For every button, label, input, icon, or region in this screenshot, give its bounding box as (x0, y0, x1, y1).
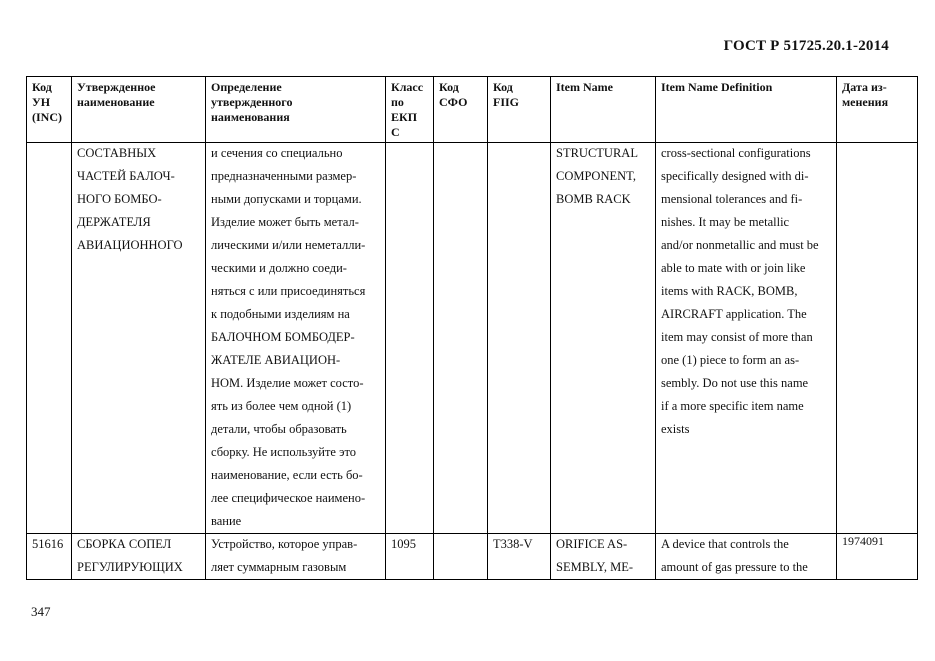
header-ekps-class (386, 77, 434, 143)
text-line: С (391, 125, 400, 139)
cell-item-name-definition (656, 143, 837, 534)
text-line: amount of gas pressure to the (661, 560, 808, 574)
cell-fiig-code (488, 143, 551, 534)
table-row (27, 143, 918, 534)
table-header-row (27, 77, 918, 143)
text-line: Item Name Definition (661, 80, 773, 94)
text-line: СБОРКА СОПЕЛ (77, 537, 172, 551)
text-line: менения (842, 95, 889, 109)
text-line: A device that controls the (661, 537, 789, 551)
header-sfo-code (434, 77, 488, 143)
header-item-name (551, 77, 656, 143)
text-line: one (1) piece to form an as- (661, 353, 800, 367)
text-line: ЕКП (391, 110, 418, 124)
text-line: Дата из- (842, 80, 887, 94)
text-line: АВИАЦИОННОГО (77, 238, 183, 252)
text-line: specifically designed with di- (661, 169, 809, 183)
text-line: ORIFICE AS- (556, 537, 628, 551)
text-line: ческими и должно соеди- (211, 261, 347, 275)
text-line: item may consist of more than (661, 330, 813, 344)
text-line: sembly. Do not use this name (661, 376, 809, 390)
text-line: няться с или присоединяться (211, 284, 366, 298)
text-line: ными допусками и торцами. (211, 192, 362, 206)
header-approved-name (72, 77, 206, 143)
text-line: SEMBLY, ME- (556, 560, 634, 574)
text-line: Код (493, 80, 513, 94)
header-definition (206, 77, 386, 143)
document-standard-number: ГОСТ Р 51725.20.1-2014 (723, 38, 889, 54)
text-line: лическими и/или неметалли- (211, 238, 366, 252)
text-line: Класс (391, 80, 424, 94)
header-change-date (837, 77, 918, 143)
cell-definition (206, 143, 386, 534)
text-line: mensional tolerances and fi- (661, 192, 803, 206)
text-line: СОСТАВНЫХ (77, 146, 157, 160)
text-line: AIRCRAFT application. The (661, 307, 807, 321)
text-line: ляет суммарным газовым (211, 560, 347, 574)
text-line: лее специфическое наимено- (211, 491, 366, 505)
text-line: COMPONENT, (556, 169, 636, 183)
text-line: НОМ. Изделие может состо- (211, 376, 364, 390)
cell-ekps-class (386, 143, 434, 534)
text-line: наименования (211, 110, 290, 124)
cell-item-name-definition (656, 534, 837, 580)
text-line: Код (32, 80, 52, 94)
text-line: и сечения со специально (211, 146, 343, 160)
text-line: по (391, 95, 404, 109)
text-line: НОГО БОМБО- (77, 192, 162, 206)
text-line: ять из более чем одной (1) (211, 399, 352, 413)
text-line: утвержденного (211, 95, 293, 109)
cell-item-name (551, 143, 656, 534)
header-code-un (27, 77, 72, 143)
text-line: (INC) (32, 110, 62, 124)
text-line: ЖАТЕЛЕ АВИАЦИОН- (211, 353, 341, 367)
text-line: nishes. It may be metallic (661, 215, 790, 229)
cell-change-date (837, 143, 918, 534)
text-line: cross-sectional configurations (661, 146, 811, 160)
text-line: exists (661, 422, 690, 436)
page-number: 347 (31, 604, 51, 619)
cell-ekps-class: 1095 (386, 534, 434, 580)
text-line: Определение (211, 80, 282, 94)
text-line: сборку. Не используйте это (211, 445, 357, 459)
text-line: Утвержденное (77, 80, 156, 94)
text-line: able to mate with or join like (661, 261, 806, 275)
text-line: РЕГУЛИРУЮЩИХ (77, 560, 183, 574)
text-line: к подобными изделиям на (211, 307, 350, 321)
cell-approved-name (72, 534, 206, 580)
text-line: Код (439, 80, 459, 94)
text-line: if a more specific item name (661, 399, 804, 413)
text-line: ЧАСТЕЙ БАЛОЧ- (77, 169, 175, 183)
cell-definition (206, 534, 386, 580)
text-line: наименование, если есть бо- (211, 468, 363, 482)
text-line: FIIG (493, 95, 520, 109)
header-fiig-code (488, 77, 551, 143)
text-line: БАЛОЧНОМ БОМБОДЕР- (211, 330, 355, 344)
text-line: items with RACK, BOMB, (661, 284, 798, 298)
cell-fiig-code: T338-V (488, 534, 551, 580)
text-line: вание (211, 514, 242, 528)
text-line: наименование (77, 95, 155, 109)
cell-change-date: 1974091 (837, 534, 918, 580)
table-row (27, 534, 918, 580)
text-line: and/or nonmetallic and must be (661, 238, 819, 252)
text-line: Изделие может быть метал- (211, 215, 359, 229)
cell-sfo-code (434, 143, 488, 534)
text-line: STRUCTURAL (556, 146, 638, 160)
text-line: УН (32, 95, 51, 109)
cell-sfo-code (434, 534, 488, 580)
text-line: Item Name (556, 80, 613, 94)
cell-code: 51616 (27, 534, 72, 580)
text-line: Устройство, которое управ- (211, 537, 358, 551)
cell-approved-name (72, 143, 206, 534)
cell-code (27, 143, 72, 534)
cell-item-name (551, 534, 656, 580)
text-line: предназначенными размер- (211, 169, 357, 183)
text-line: детали, чтобы образовать (211, 422, 347, 436)
text-line: ДЕРЖАТЕЛЯ (77, 215, 151, 229)
classification-table (26, 76, 918, 580)
header-item-name-definition (656, 77, 837, 143)
text-line: BOMB RACK (556, 192, 631, 206)
text-line: СФО (439, 95, 468, 109)
